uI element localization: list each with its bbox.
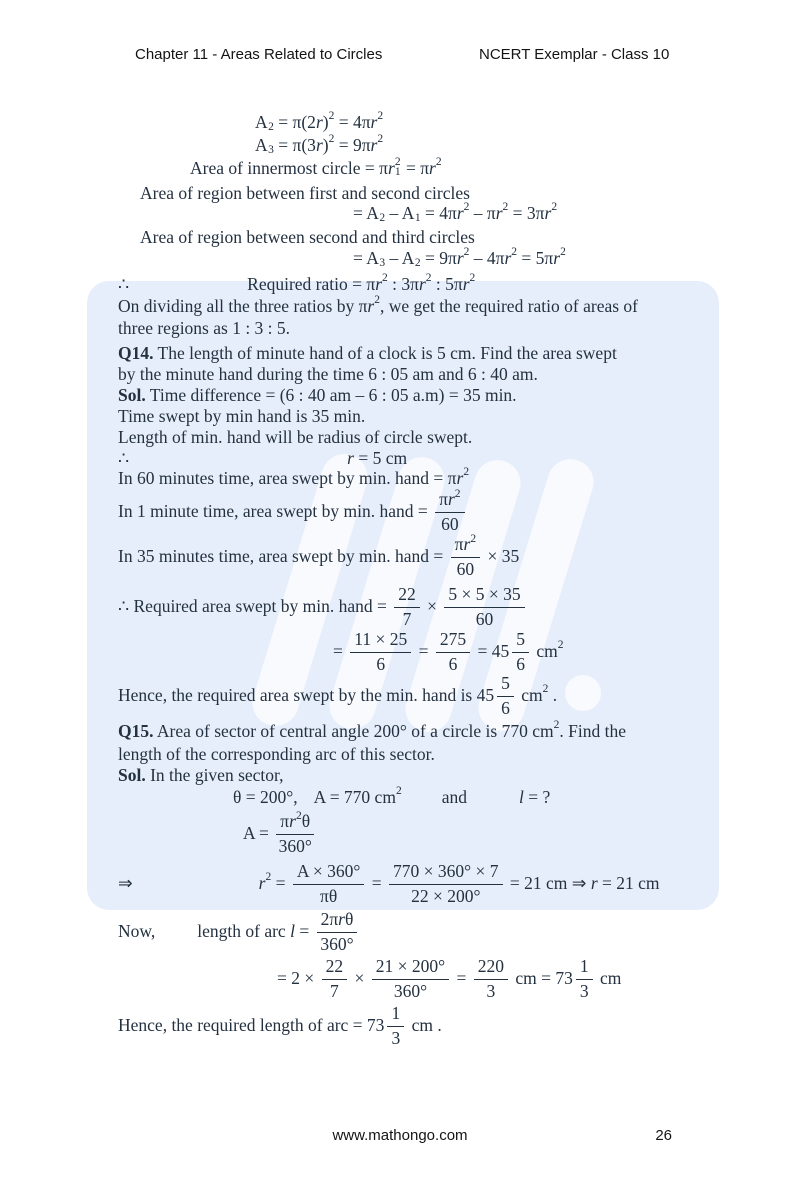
fraction: [436, 629, 470, 674]
header-chapter-title: Chapter 11 - Areas Related to Circles: [135, 46, 383, 63]
footer-page-number: 26: [655, 1127, 672, 1144]
fraction-numerator: [389, 861, 503, 885]
content-line: [243, 811, 317, 856]
italic-variable: r: [456, 203, 464, 223]
content-line: [118, 293, 638, 317]
superscript: 2: [377, 109, 384, 122]
text: ×: [422, 596, 442, 617]
content-line: [140, 227, 475, 248]
superscript: 2: [328, 109, 335, 122]
superscript: 2: [463, 200, 470, 213]
text: Area of innermost circle = π: [190, 158, 389, 179]
spacer: [155, 931, 197, 932]
text: . Find the: [559, 721, 626, 741]
text: three regions as 1 : 3 : 5.: [118, 318, 291, 338]
fraction-numerator: [394, 584, 420, 608]
text: 5 × 5 × 35: [448, 584, 521, 604]
spacer: [467, 797, 519, 798]
content-line: [255, 132, 384, 156]
text: = 45: [473, 641, 510, 662]
text: =: [452, 968, 471, 989]
italic-variable: l: [290, 921, 295, 942]
text: π: [454, 534, 464, 554]
text: 5: [516, 629, 525, 649]
text: 6: [376, 653, 386, 674]
fraction: [372, 956, 449, 1001]
text: 7: [330, 980, 339, 1001]
content-line: [118, 765, 284, 786]
content-line: [118, 718, 626, 742]
italic-variable: r: [495, 203, 503, 223]
content-line: [190, 155, 442, 179]
fraction-denominator: [441, 513, 459, 535]
italic-variable: r: [504, 248, 512, 268]
fraction: [444, 584, 524, 629]
text: = A: [353, 248, 379, 268]
fraction-numerator: [436, 629, 470, 653]
content-line: [118, 673, 557, 718]
text: A: [255, 112, 268, 132]
fraction: [435, 489, 464, 534]
fraction-numerator: [474, 956, 508, 980]
text: by the minute hand during the time 6 : 05 am and 6 : 40 am.: [118, 364, 538, 384]
fraction-numerator: [317, 909, 358, 933]
text: πθ: [320, 885, 338, 906]
superscript: 2: [295, 809, 302, 822]
text: A: [255, 135, 268, 155]
text: 60: [475, 608, 494, 629]
text: 21 × 200°: [375, 956, 446, 976]
fraction-denominator: [320, 885, 337, 907]
fraction-numerator: [293, 861, 365, 885]
text: 6: [448, 653, 458, 674]
text: θ: [301, 811, 311, 831]
text: A × 360°: [296, 861, 361, 881]
text: = 4π: [420, 203, 457, 223]
superscript: 2: [265, 870, 272, 883]
text: 60: [456, 558, 475, 579]
text: =: [294, 921, 314, 942]
text: ∴ Required area swept by min. hand =: [118, 596, 392, 617]
text: 6: [516, 653, 525, 674]
text: = π(2: [273, 112, 316, 132]
italic-variable: r: [375, 274, 382, 294]
italic-variable: r: [463, 534, 471, 554]
text: and: [441, 787, 467, 807]
text: In 35 minutes time, area swept by min. hand =: [118, 546, 448, 567]
fraction-numerator: [350, 629, 411, 653]
fraction: [394, 584, 420, 629]
italic-variable: r: [258, 873, 266, 894]
text: Time swept by min hand is 35 min.: [118, 406, 366, 426]
italic-variable: r: [462, 274, 470, 294]
italic-variable: r: [388, 158, 395, 179]
fraction-denominator: [391, 1027, 400, 1049]
fraction-denominator: [403, 608, 412, 630]
content-line: [118, 744, 435, 765]
subscript: 1: [394, 166, 401, 179]
fraction-numerator: [435, 489, 464, 513]
superscript: 2: [395, 784, 402, 797]
text: Required ratio = π: [247, 274, 376, 294]
italic-variable: r: [347, 448, 354, 468]
superscript: 2: [377, 132, 384, 145]
text: Time difference = (6 : 40 am – 6 : 05 a.m) = 35 min.: [145, 385, 517, 405]
text: 1: [579, 956, 589, 976]
text: θ: [344, 909, 354, 929]
content-line: [333, 629, 564, 674]
italic-variable: r: [315, 112, 323, 132]
content-line: [233, 784, 551, 808]
superscript: 2: [469, 271, 476, 284]
text: In the given sector,: [145, 765, 284, 785]
italic-variable: r: [315, 135, 323, 155]
text: = 4π: [334, 112, 371, 132]
content-line: [140, 183, 470, 204]
text: 22: [325, 956, 344, 976]
fraction-numerator: [276, 811, 314, 835]
fraction-denominator: [320, 933, 353, 955]
fraction-denominator: [330, 980, 339, 1002]
text: Area of region between first and second circles: [140, 183, 470, 203]
text: Length of min. hand will be radius of circle swept.: [118, 427, 473, 447]
content-line: [118, 406, 365, 427]
text: 220: [477, 956, 504, 976]
text: 11 × 25: [354, 629, 408, 649]
italic-variable: r: [338, 909, 345, 929]
content-line: [118, 343, 617, 364]
italic-variable: r: [590, 873, 598, 894]
content-line: [118, 364, 538, 385]
fraction-denominator: [580, 980, 589, 1002]
fraction: [387, 1003, 404, 1048]
text: 3: [391, 1027, 401, 1048]
text: cm = 73: [511, 968, 573, 989]
fraction: [350, 629, 411, 674]
text: = ?: [523, 787, 551, 807]
fraction-numerator: [512, 629, 529, 653]
spacer: [402, 797, 442, 798]
italic-variable: r: [456, 248, 464, 268]
content-line: [118, 909, 360, 954]
content-line: [118, 534, 519, 579]
fraction-denominator: [501, 697, 510, 719]
fraction-denominator: [394, 980, 427, 1002]
fraction: [576, 956, 593, 1001]
content-line: [277, 956, 621, 1001]
footer-url: www.mathongo.com: [332, 1127, 468, 1144]
subscript: 3: [268, 143, 274, 156]
text: ): [322, 112, 329, 132]
text: cm: [595, 968, 622, 989]
text: 770 × 360° × 7: [393, 861, 499, 881]
italic-variable: r: [289, 811, 296, 831]
fraction-numerator: [387, 1003, 404, 1027]
text: cm: [516, 685, 543, 706]
fraction-numerator: [451, 534, 480, 558]
superscript: 2: [454, 487, 461, 500]
text: A =: [243, 823, 274, 844]
text: = 2 ×: [277, 968, 319, 989]
fraction: [317, 909, 358, 954]
fraction-denominator: [279, 835, 312, 857]
text: – A: [385, 203, 415, 223]
fraction-numerator: [497, 673, 514, 697]
subscript: 2: [414, 256, 421, 269]
fraction: [389, 861, 503, 906]
text: θ = 200°,: [233, 787, 298, 807]
fraction-numerator: [576, 956, 593, 980]
fraction-denominator: [487, 980, 496, 1002]
superscript: 2: [551, 200, 558, 213]
text: =: [271, 873, 290, 894]
fraction-denominator: [376, 653, 385, 675]
spacer: [129, 284, 247, 285]
text: =: [367, 873, 387, 894]
text: ∴: [118, 274, 130, 294]
text: 7: [402, 608, 412, 629]
content-line: [118, 861, 660, 906]
text: .: [548, 685, 558, 706]
superscript: 2: [553, 718, 560, 731]
text: A = 770 cm: [313, 787, 396, 807]
text: =: [414, 641, 433, 662]
text: – 4π: [469, 248, 505, 268]
content-line: [118, 271, 476, 295]
italic-variable: r: [429, 158, 436, 179]
fraction: [293, 861, 365, 906]
header-book-title: NCERT Exemplar - Class 10: [479, 46, 670, 63]
fraction: [497, 673, 514, 718]
text: = 9π: [420, 248, 457, 268]
subscript: 3: [379, 256, 386, 269]
text: ×: [350, 968, 369, 989]
text: Hence, the required length of arc = 73: [118, 1015, 385, 1036]
text: cm: [531, 641, 558, 662]
fraction-numerator: [444, 584, 524, 608]
text: ∴: [118, 448, 130, 468]
subscript: 2: [268, 120, 274, 133]
text: ): [322, 135, 329, 155]
text: 275: [439, 629, 467, 649]
text: The length of minute hand of a clock is 5 cm. Find the area swept: [153, 343, 617, 363]
superscript: 2: [382, 271, 388, 284]
text: – A: [385, 248, 415, 268]
content-line: [118, 465, 470, 489]
superscript: 2: [560, 245, 566, 258]
text: cm .: [407, 1015, 442, 1036]
subscript: 2: [379, 211, 386, 224]
italic-variable: r: [367, 296, 375, 316]
superscript: 2: [502, 200, 509, 213]
text: 360°: [320, 933, 354, 954]
fraction: [474, 956, 508, 1001]
text: Area of sector of central angle 200° of a circle is 770 cm: [153, 721, 554, 741]
italic-variable: r: [370, 112, 378, 132]
fraction-denominator: [449, 653, 458, 675]
italic-variable: r: [370, 135, 378, 155]
superscript: 2: [328, 132, 335, 145]
subscript: 1: [414, 211, 421, 224]
italic-variable: r: [447, 489, 455, 509]
text: = π(3: [273, 135, 316, 155]
text: – π: [469, 203, 496, 223]
fraction: [512, 629, 529, 674]
text: 6: [501, 697, 510, 718]
text: 22: [398, 584, 416, 604]
text: π: [280, 811, 290, 831]
text: = A: [353, 203, 379, 223]
fraction: [276, 811, 314, 856]
content-line: [118, 318, 290, 339]
content-line: [353, 200, 558, 224]
text: = 5π: [517, 248, 554, 268]
italic-variable: l: [518, 787, 524, 807]
content-line: [353, 245, 566, 269]
fraction-numerator: [372, 956, 449, 980]
text: π: [439, 489, 448, 509]
italic-variable: r: [544, 203, 552, 223]
text: 22 × 200°: [411, 885, 481, 906]
text: : 3π: [387, 274, 419, 294]
superscript: 2: [557, 638, 564, 651]
text: = 5 cm: [353, 448, 408, 468]
text: = π: [401, 158, 430, 179]
text: = 3π: [508, 203, 545, 223]
text: In 1 minute time, area swept by min. hand =: [118, 501, 433, 522]
text: , we get the required ratio of areas of: [379, 296, 638, 316]
text: 1: [391, 1003, 401, 1023]
sub-superscript-stack: [395, 157, 401, 178]
text: : 5π: [431, 274, 463, 294]
text: Hence, the required area swept by the min. hand is 45: [118, 685, 495, 706]
fraction-denominator: [457, 558, 475, 580]
superscript: 2: [463, 245, 470, 258]
superscript: 2: [435, 155, 442, 168]
text: =: [333, 641, 348, 662]
text: In 60 minutes time, area swept by min. hand = π: [118, 468, 457, 488]
bold-text: Sol.: [118, 385, 146, 405]
text: = 21 cm ⇒: [505, 873, 591, 894]
text: 360°: [393, 980, 428, 1001]
superscript: 2: [542, 682, 549, 695]
text: On dividing all the three ratios by π: [118, 296, 368, 316]
text: Area of region between second and third circles: [140, 227, 475, 247]
superscript: 2: [425, 271, 432, 284]
superscript: 2: [463, 465, 470, 478]
text: 360°: [278, 835, 312, 856]
italic-variable: r: [553, 248, 561, 268]
text: Now,: [118, 921, 156, 942]
spacer: [298, 797, 314, 798]
text: ⇒: [118, 873, 133, 894]
text: 3: [486, 980, 496, 1001]
content-line: [255, 109, 384, 133]
superscript: 2: [394, 156, 401, 168]
text: 5: [501, 673, 510, 693]
italic-variable: r: [418, 274, 426, 294]
text: × 35: [483, 546, 520, 567]
spacer: [129, 458, 347, 459]
text: 3: [579, 980, 589, 1001]
text: = 21 cm: [597, 873, 660, 894]
fraction-numerator: [322, 956, 348, 980]
superscript: 2: [470, 532, 477, 545]
content-line: [118, 584, 528, 629]
content-line: [118, 385, 517, 406]
spacer: [133, 883, 259, 884]
content-line: [118, 1003, 442, 1048]
bold-text: Q15.: [118, 721, 154, 741]
fraction-denominator: [476, 608, 494, 630]
content-line: [118, 427, 472, 448]
text: 60: [441, 513, 459, 534]
fraction-denominator: [516, 653, 525, 675]
bold-text: Sol.: [118, 765, 146, 785]
text: length of arc: [197, 921, 291, 942]
fraction: [322, 956, 348, 1001]
superscript: 2: [374, 293, 380, 306]
text: = 9π: [334, 135, 371, 155]
text: length of the corresponding arc of this sector.: [118, 744, 435, 764]
fraction-denominator: [411, 885, 480, 907]
fraction: [451, 534, 480, 579]
italic-variable: r: [456, 468, 464, 488]
content-line: [118, 489, 468, 534]
superscript: 2: [511, 245, 518, 258]
content-line: [118, 448, 407, 469]
text: 2π: [320, 909, 339, 929]
bold-text: Q14.: [118, 343, 154, 363]
